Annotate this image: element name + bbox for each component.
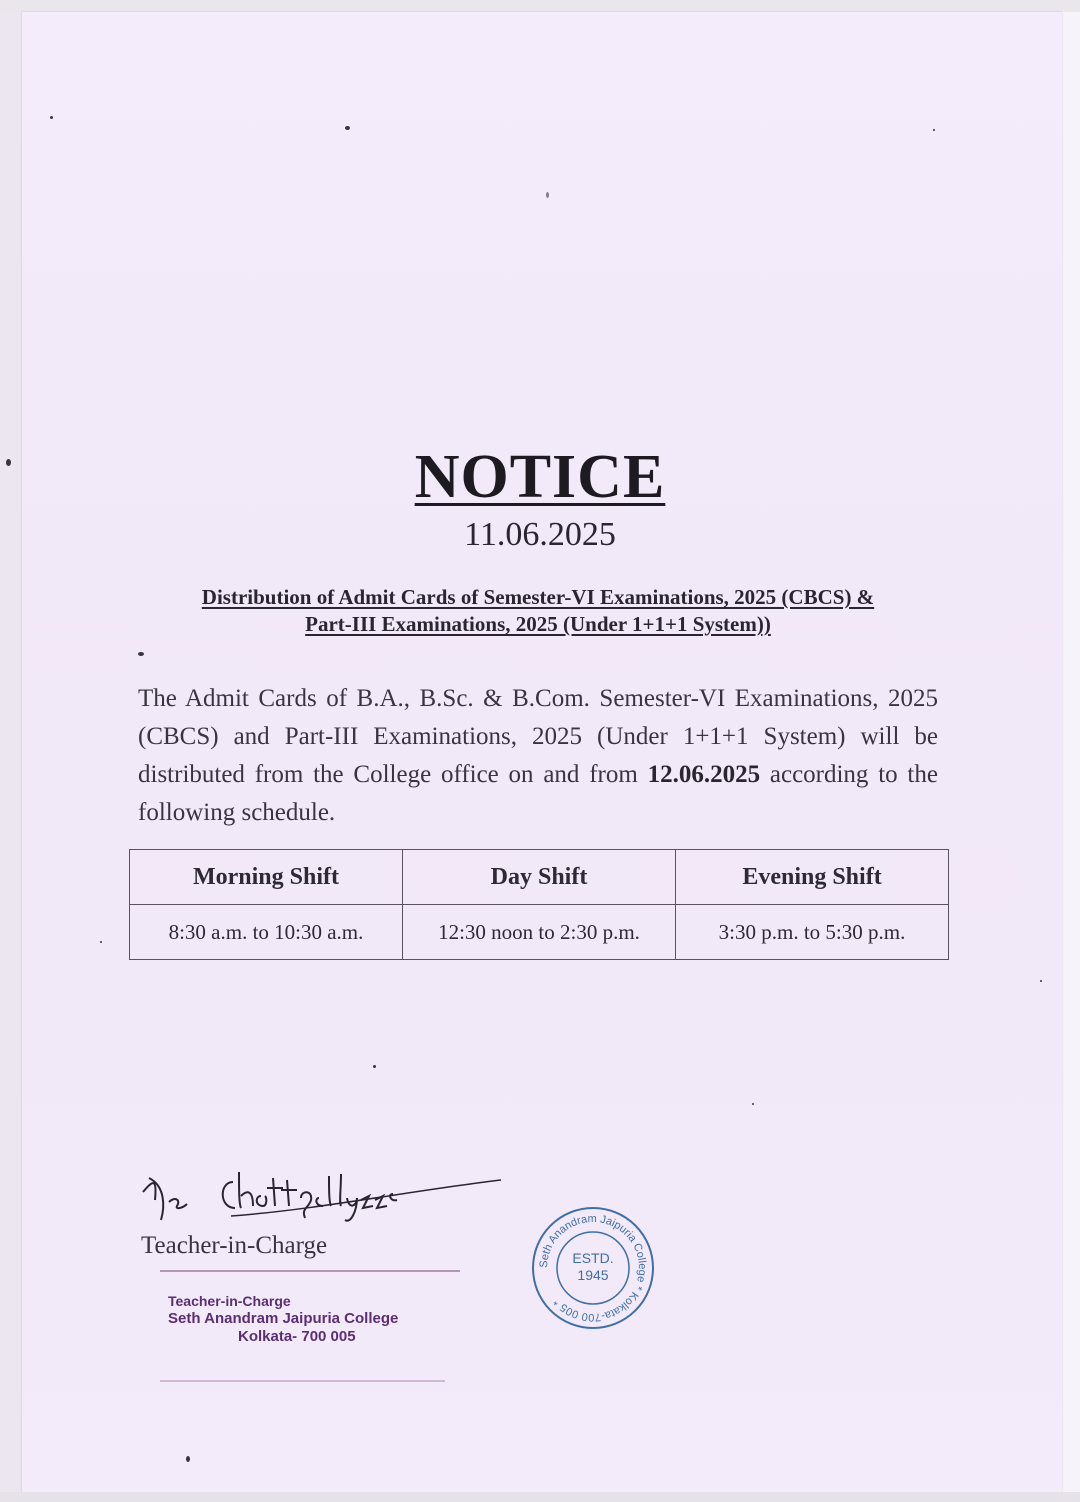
scan-speck bbox=[373, 1065, 376, 1068]
scan-speck bbox=[186, 1456, 190, 1462]
scan-speck bbox=[546, 192, 549, 198]
subject-line-2: Part-III Examinations, 2025 (Under 1+1+1 System)) bbox=[305, 612, 771, 636]
scan-speck bbox=[752, 1103, 754, 1105]
office-rubber-stamp bbox=[168, 1293, 448, 1345]
schedule-table bbox=[129, 849, 949, 960]
seal-estd-year: 1945 bbox=[577, 1267, 609, 1283]
scan-bottom-edge bbox=[0, 1492, 1080, 1502]
schedule-time-row bbox=[130, 905, 949, 960]
header-evening-shift: Evening Shift bbox=[676, 850, 949, 905]
header-day-shift: Day Shift bbox=[403, 850, 676, 905]
notice-date: 11.06.2025 bbox=[464, 516, 616, 553]
time-evening-shift: 3:30 p.m. to 5:30 p.m. bbox=[676, 905, 949, 960]
seal-ring-text: Seth Anandram Jaipuria College * Kolkata-700 005 * bbox=[537, 1212, 649, 1324]
body-distribution-date: 12.06.2025 bbox=[647, 761, 761, 788]
stamp-designation: Teacher-in-Charge bbox=[168, 1293, 291, 1309]
seal-estd-label: ESTD. bbox=[572, 1250, 614, 1266]
time-day-shift: 12:30 noon to 2:30 p.m. bbox=[403, 905, 676, 960]
stamp-address: Kolkata- 700 005 bbox=[238, 1328, 356, 1345]
stamp-college-name: Seth Anandram Jaipuria College bbox=[168, 1310, 399, 1327]
scan-speck bbox=[138, 652, 144, 656]
scan-left-edge bbox=[0, 12, 22, 1492]
stamp-rule-bottom bbox=[160, 1380, 445, 1382]
subject-line-1: Distribution of Admit Cards of Semester-VI Examinations, 2025 (CBCS) & bbox=[201, 585, 875, 609]
stamp-rule-top bbox=[160, 1270, 460, 1272]
scan-speck bbox=[100, 941, 102, 943]
scan-speck bbox=[1040, 980, 1042, 982]
notice-body bbox=[138, 680, 938, 832]
time-morning-shift: 8:30 a.m. to 10:30 a.m. bbox=[130, 905, 403, 960]
signatory-title: Teacher-in-Charge bbox=[141, 1232, 328, 1259]
schedule-header-row bbox=[130, 850, 949, 905]
scan-speck bbox=[345, 126, 350, 130]
body-text-lead: The Admit Cards of B.A., B.Sc. & B.Com. Semester-VI Examinations, 2025 (CBCS) and Part-III Examinations, 2025 (Under 1+1+1 System) will be distributed from the College office on and from bbox=[138, 685, 938, 788]
notice-subject bbox=[132, 584, 944, 638]
body-text-tail: according to the following schedule. bbox=[138, 761, 938, 826]
scan-speck bbox=[50, 116, 53, 119]
notice-heading: NOTICE bbox=[414, 443, 666, 511]
seal-centre bbox=[560, 1250, 626, 1286]
scan-top-edge bbox=[0, 0, 1080, 12]
header-morning-shift: Morning Shift bbox=[130, 850, 403, 905]
scan-speck bbox=[933, 129, 935, 131]
handwritten-signature bbox=[135, 1160, 515, 1230]
